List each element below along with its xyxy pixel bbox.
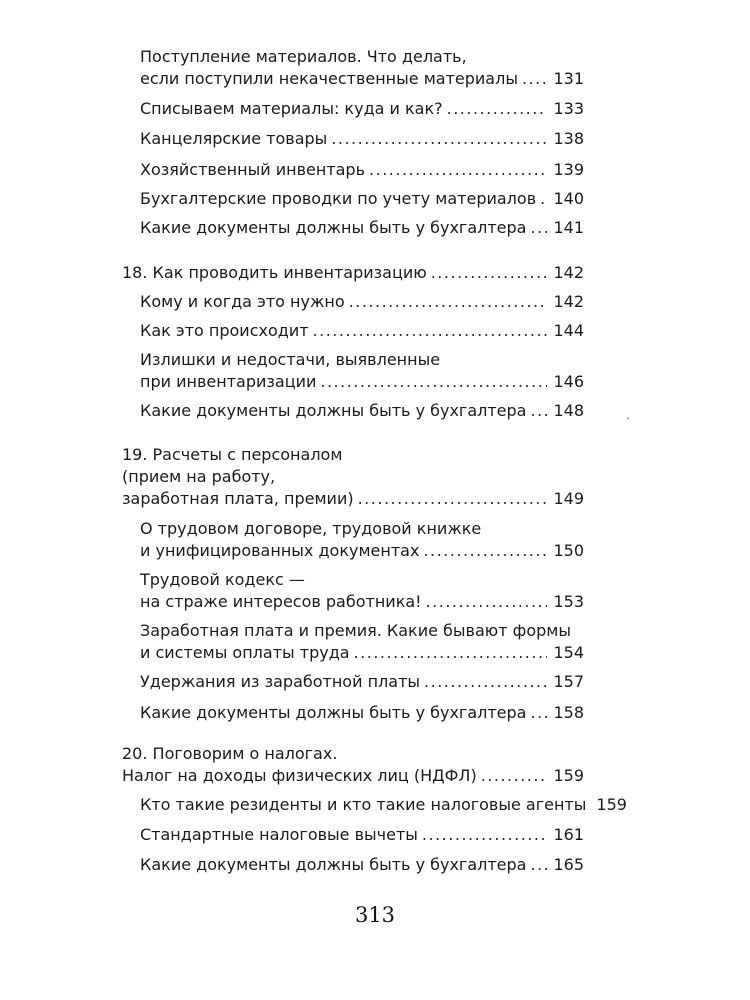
- toc-entry-title: Кому и когда это нужно: [140, 292, 345, 311]
- toc-chapter-title: Налог на доходы физических лиц (НДФЛ): [122, 766, 477, 785]
- toc-chapter-entry: [122, 444, 584, 510]
- toc-page-number: 161: [553, 825, 584, 844]
- toc-entry: [140, 400, 584, 422]
- toc-entry: [140, 98, 584, 120]
- dot-leader: [481, 765, 548, 787]
- toc-entry-title: Канцелярские товары: [140, 129, 328, 148]
- toc-page-number: 159: [553, 766, 584, 785]
- toc-entry-title-line: О трудовом договоре, трудовой книжке: [140, 519, 482, 538]
- dot-leader: [530, 702, 547, 724]
- toc-page-number: 140: [553, 189, 584, 208]
- toc-chapter-title-line: 19. Расчеты с персоналом: [122, 445, 343, 464]
- toc-entry-title: Бухгалтерские проводки по учету материалов: [140, 189, 537, 208]
- toc-page-number: 142: [553, 263, 584, 282]
- toc-page-number: 148: [553, 401, 584, 420]
- toc-page-number: 159: [596, 795, 627, 814]
- toc-entry: [140, 702, 584, 724]
- dot-leader: [349, 291, 548, 313]
- toc-entry-title: Какие документы должны быть у бухгалтера: [140, 218, 527, 237]
- dot-leader: [422, 824, 548, 846]
- toc-entry-title: если поступили некачественные материалы: [140, 69, 518, 88]
- toc-chapter-entry: [122, 743, 584, 787]
- toc-entry-title: на страже интересов работника!: [140, 592, 422, 611]
- toc-chapter-entry: [122, 262, 584, 284]
- toc-entry: [140, 291, 584, 313]
- toc-entry: [140, 159, 584, 181]
- toc-entry-title-line: Поступление материалов. Что делать,: [140, 47, 467, 66]
- toc-entry-title: Какие документы должны быть у бухгалтера: [140, 401, 527, 420]
- dot-leader: [320, 371, 547, 393]
- toc-entry: [140, 320, 584, 342]
- toc-page-number: 153: [553, 592, 584, 611]
- toc-entry-title-line: Трудовой кодекс —: [140, 570, 305, 589]
- toc-entry-title: Как это происходит: [140, 321, 309, 340]
- toc-entry-title: Какие документы должны быть у бухгалтера: [140, 855, 527, 874]
- toc-entry: [140, 854, 584, 876]
- dot-leader: [313, 320, 548, 342]
- dot-leader: [530, 400, 547, 422]
- dot-leader: [424, 671, 547, 693]
- toc-entry-title: при инвентаризации: [140, 372, 317, 391]
- toc-entry: [140, 46, 584, 90]
- toc-entry: [140, 188, 584, 210]
- toc-entry: [140, 217, 584, 239]
- toc-chapter-title: 18. Как проводить инвентаризацию: [122, 263, 427, 282]
- toc-page-number: 165: [553, 855, 584, 874]
- toc-entry: [140, 518, 584, 562]
- toc-chapter-title-line: 20. Поговорим о налогах.: [122, 744, 338, 763]
- toc-entry-title: и системы оплаты труда: [140, 643, 350, 662]
- toc-page-number: 138: [553, 129, 584, 148]
- toc-chapter-title: заработная плата, премии): [122, 489, 354, 508]
- toc-page-number: 139: [553, 160, 584, 179]
- toc-page-number: 157: [553, 672, 584, 691]
- toc-entry-title-line: Заработная плата и премия. Какие бывают формы: [140, 621, 571, 640]
- toc-entry: [140, 824, 584, 846]
- toc-entry-title: Кто такие резиденты и кто такие налоговые агенты: [140, 795, 587, 814]
- dot-leader: [530, 217, 547, 239]
- dot-leader: [331, 128, 547, 150]
- toc-entry-title: Удержания из заработной платы: [140, 672, 421, 691]
- toc-chapter-title-line: (прием на работу,: [122, 467, 276, 486]
- toc-entry: [140, 349, 584, 393]
- toc-page-number: 133: [553, 99, 584, 118]
- toc-page-number: 142: [553, 292, 584, 311]
- toc-page-number: 146: [553, 372, 584, 391]
- toc-page-number: 154: [553, 643, 584, 662]
- toc-entry-title: Стандартные налоговые вычеты: [140, 825, 418, 844]
- toc-page-number: 141: [553, 218, 584, 237]
- toc-entry: [140, 569, 584, 613]
- dot-leader: [530, 854, 547, 876]
- toc-entry: [140, 671, 584, 693]
- toc-entry-title: Какие документы должны быть у бухгалтера: [140, 703, 527, 722]
- dot-leader: [358, 488, 548, 510]
- toc-entry: [140, 128, 584, 150]
- dot-leader: [423, 540, 547, 562]
- dot-leader: [431, 262, 548, 284]
- dot-leader: [354, 642, 548, 664]
- toc-entry-title: и унифицированных документах: [140, 541, 420, 560]
- toc-entry: [140, 794, 627, 816]
- dot-leader: [369, 159, 547, 181]
- toc-entry-title-line: Излишки и недостачи, выявленные: [140, 350, 441, 369]
- toc-page-number: 150: [553, 541, 584, 560]
- dot-leader: [426, 591, 548, 613]
- dot-leader: [540, 188, 547, 210]
- dot-leader: [447, 98, 548, 120]
- toc-entry-title: Хозяйственный инвентарь: [140, 160, 366, 179]
- toc-page-number: 158: [553, 703, 584, 722]
- toc-page-number: 131: [553, 69, 584, 88]
- scan-speck: [627, 417, 629, 420]
- toc-entry-title: Списываем материалы: куда и как?: [140, 99, 443, 118]
- page-number: 313: [354, 903, 396, 927]
- dot-leader: [522, 68, 547, 90]
- toc-page-number: 144: [553, 321, 584, 340]
- toc-entry: [140, 620, 584, 664]
- toc-page-number: 149: [553, 489, 584, 508]
